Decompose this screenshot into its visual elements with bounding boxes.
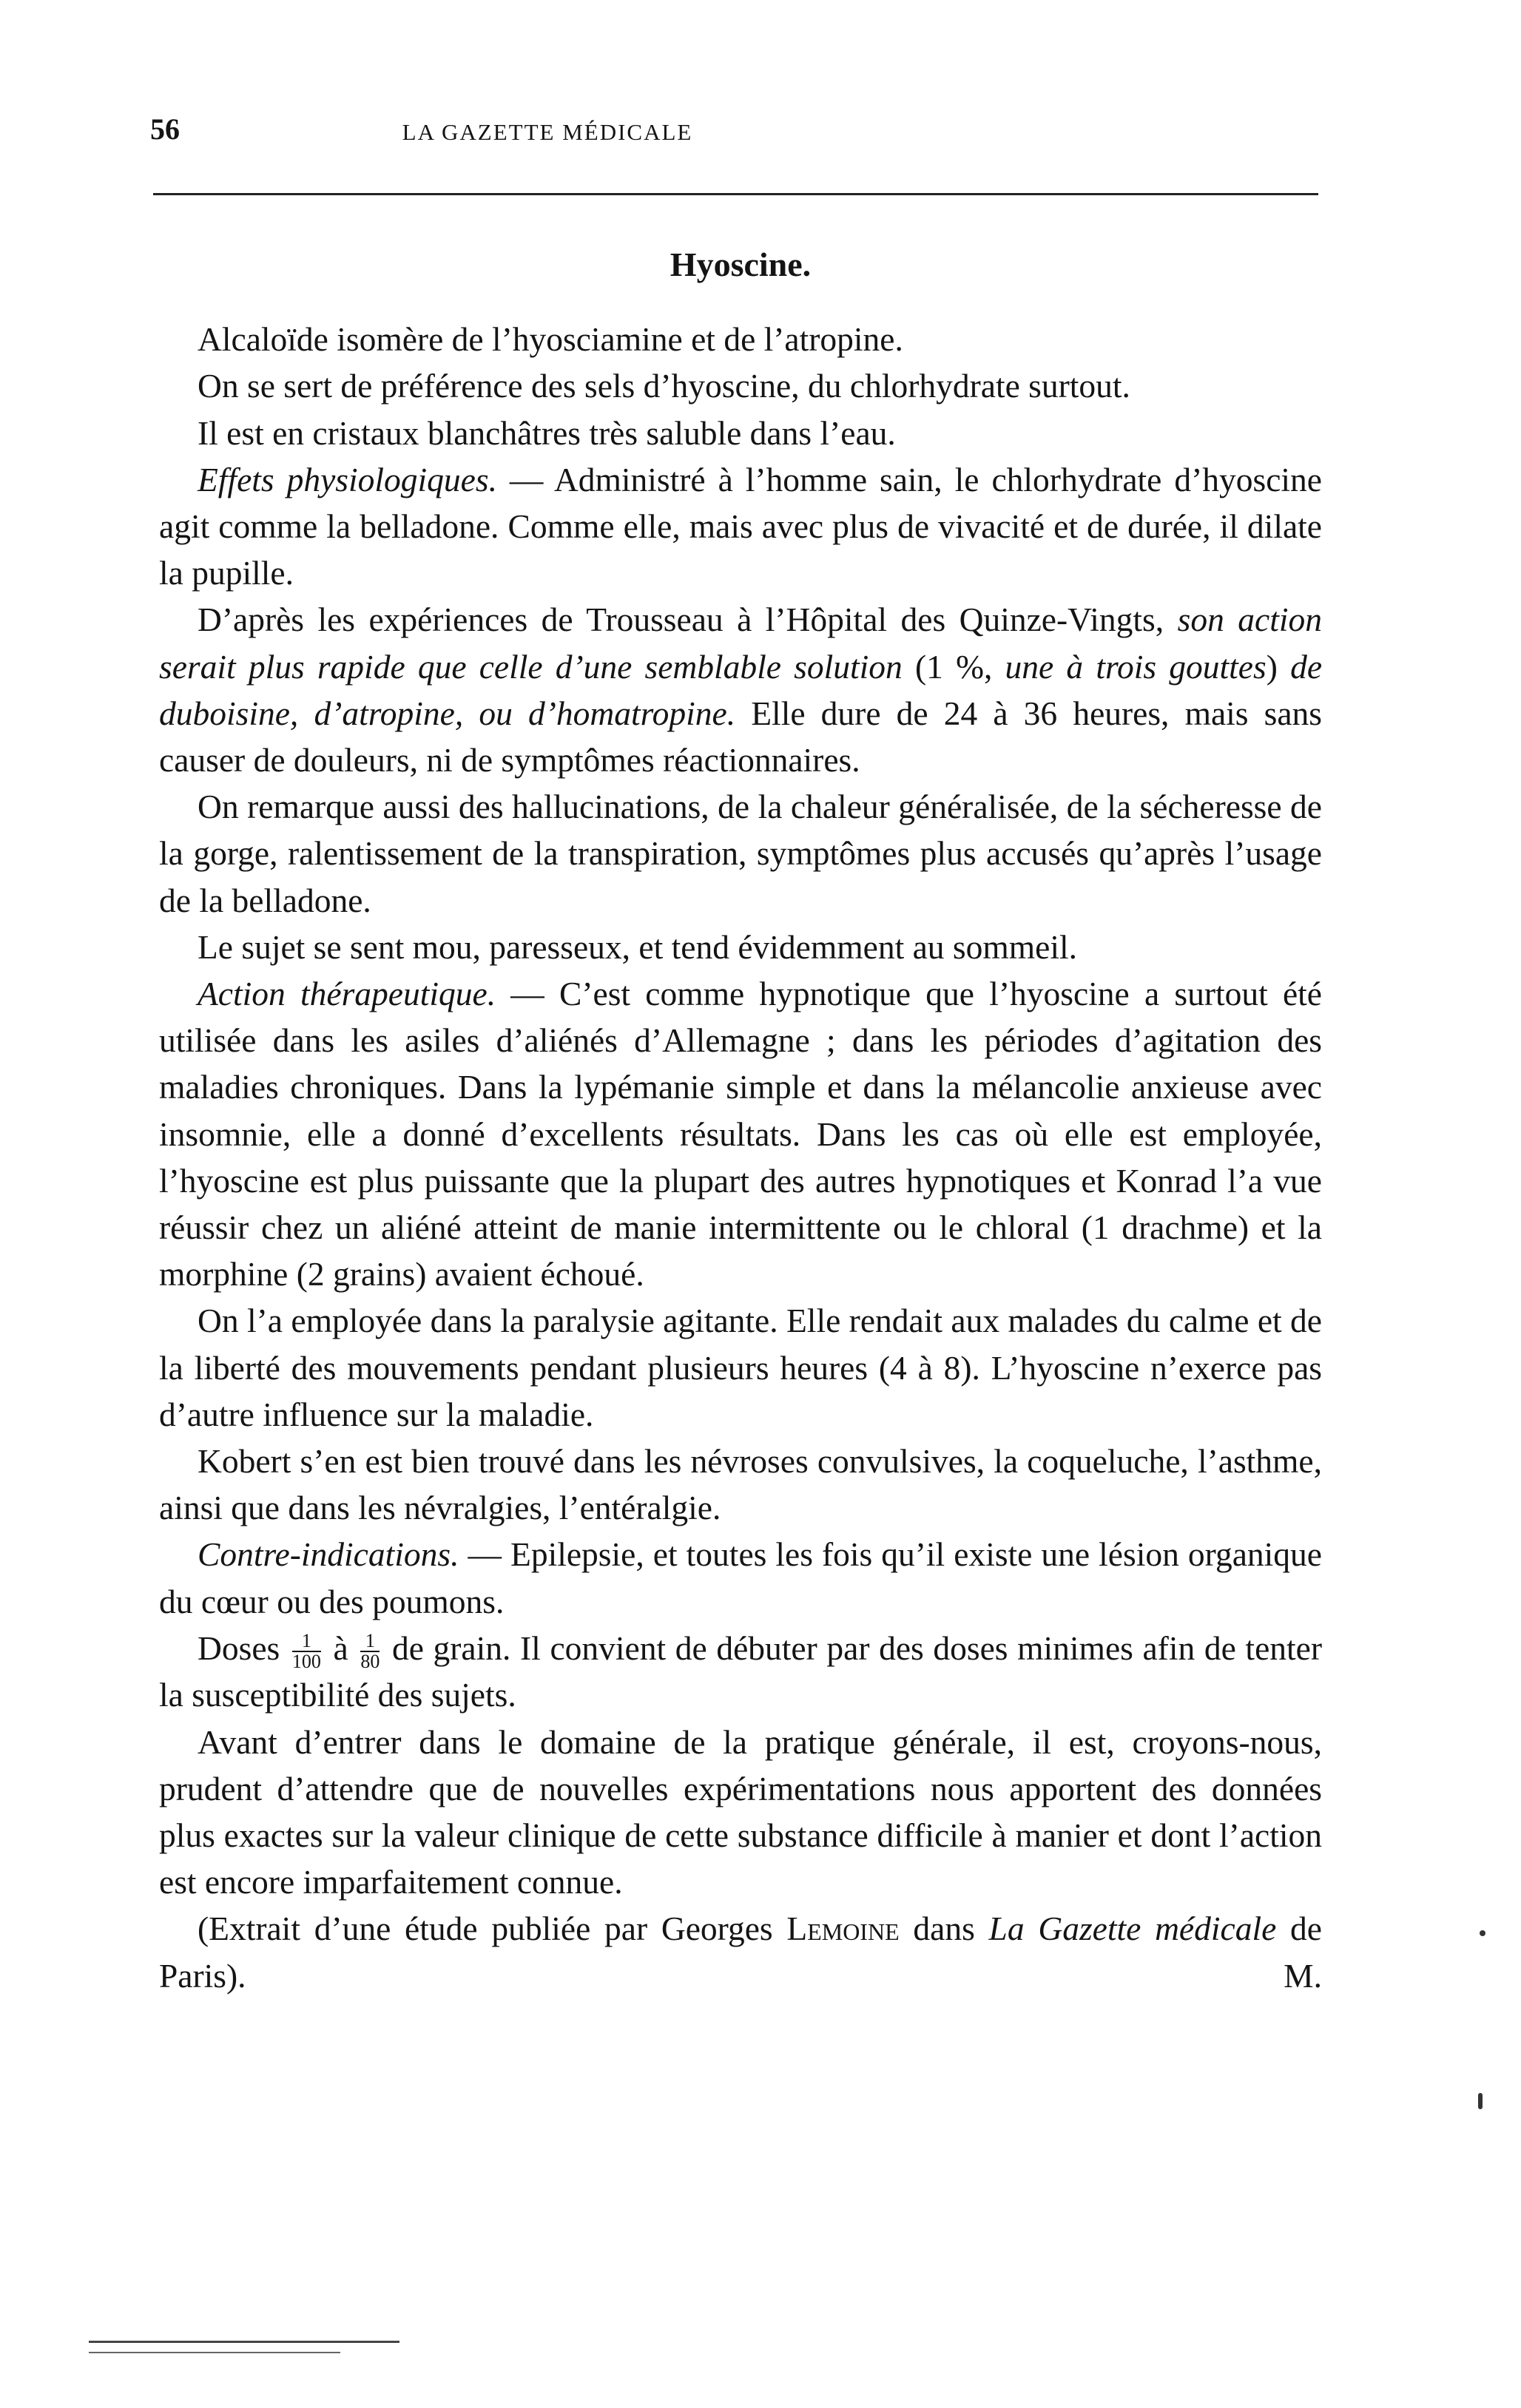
paragraph-sleep: Le sujet se sent mou, paresseux, et tend évidemment au sommeil. <box>198 927 1078 966</box>
paragraph-kobert: Kobert s’en est bien trouvé dans les névroses convulsives, la coqueluche, l’asthme, ainsi que dans les névralgies, l’entéralgie. <box>159 1442 1322 1527</box>
subheading-physiological-effects: Effets physiologiques. <box>198 460 497 498</box>
trousseau-intro: D’après les expériences de Trousseau à l’Hôpital des Quinze-Vingts, <box>198 601 1178 639</box>
paragraph-contraindications <box>159 1531 1322 1624</box>
dose-fraction-max <box>360 1631 380 1671</box>
paragraph-conclusion: Avant d’entrer dans le domaine de la pratique générale, il est, croyons-nous, prudent d’attendre que de nouvelles expérimentations nous apportent des données plus exactes sur la valeur clinique de cette substance difficile à manier et dont l’action est encore imparfaitement connue. <box>159 1722 1322 1901</box>
paragraph-crystals: Il est en cristaux blanchâtres très saluble dans l’eau. <box>198 413 896 452</box>
trousseau-paren-open: (1 %, <box>902 647 1005 686</box>
doses-label: Doses <box>198 1629 289 1667</box>
subheading-therapeutic-action: Action thérapeutique. <box>198 975 496 1013</box>
trousseau-italic-1: son action serait plus rapide que celle d’une semblable solution <box>159 601 1323 686</box>
physiological-effects-text: — Administré à l’homme sain, le chlorhydrate d’hyoscine agit comme la belladone. Comme elle, mais avec plus de vivacité et de durée, il dilate la pupille. <box>159 460 1322 592</box>
paragraph-physiological-effects <box>159 456 1322 597</box>
article-body <box>159 244 1322 1999</box>
therapeutic-action-text: — C’est comme hypnotique que l’hyoscine a surtout été utilisée dans les asiles d’aliénés d’Allemagne ; dans les périodes d’agitation des maladies chroniques. Dans la lypémanie simple et dans la mélancolie anxieuse avec insomnie, elle a donné d’excellents résultats. Dans les cas où elle est employée, l’hyoscine est plus puissante que la plupart des autres hypnotiques et Konrad l’a vue réussir chez un aliéné atteint de manie intermittente ou le chloral (1 drachme) et la morphine (2 grains) avaient échoué. <box>159 975 1322 1293</box>
bottom-rule-bottom <box>89 2352 340 2353</box>
paragraph-salts: On se sert de préférence des sels d’hyoscine, du chlorhydrate surtout. <box>198 367 1130 405</box>
margin-speck <box>1480 1930 1485 1936</box>
running-header: LA GAZETTE MÉDICALE <box>402 119 693 145</box>
margin-mark <box>1478 2093 1483 2109</box>
journal-name: La Gazette médicale <box>988 1910 1277 1948</box>
article-title: Hyoscine. <box>670 246 812 283</box>
subheading-contraindications: Contre-indications. <box>198 1535 459 1574</box>
dose-fraction-min <box>292 1631 321 1671</box>
signature: M. <box>1284 1956 1322 1995</box>
doses-connector: à <box>323 1629 358 1667</box>
dose-min-denominator: 100 <box>291 1651 321 1673</box>
bottom-rule-top <box>89 2341 399 2343</box>
doses-text: de grain. Il convient de débuter par des doses minimes afin de tenter la susceptibilité des sujets. <box>159 1629 1323 1714</box>
paragraph-doses <box>159 1625 1322 1719</box>
dose-max-numerator: 1 <box>365 1630 375 1652</box>
page-number: 56 <box>150 112 180 146</box>
paragraph-paralysis: On l’a employée dans la paralysie agitante. Elle rendait aux malades du calme et de la liberté des mouvements pendant plusieurs heures (4 à 8). L’hyoscine n’exerce pas d’autre influence sur la maladie. <box>159 1302 1322 1433</box>
paragraph-hallucinations: On remarque aussi des hallucinations, de la chaleur généralisée, de la sécheresse de la gorge, ralentissement de la transpiration, symptômes plus accusés qu’après l’usage de la belladone. <box>159 788 1322 919</box>
trousseau-paren-close: ) <box>1266 647 1291 686</box>
trousseau-duration: Elle dure de 24 à 36 heures, mais sans causer de douleurs, ni de symptômes réactionnaires. <box>159 694 1322 779</box>
dose-min-numerator: 1 <box>301 1630 311 1652</box>
contraindications-text: — Epilepsie, et toutes les fois qu’il existe une lésion organique du cœur ou des poumons. <box>159 1535 1322 1620</box>
dose-max-denominator: 80 <box>360 1651 380 1673</box>
paragraph-definition: Alcaloïde isomère de l’hyosciamine et de l’atropine. <box>198 320 903 359</box>
source-intro: (Extrait d’une étude publiée par Georges <box>198 1910 787 1948</box>
trousseau-italic-2: une à trois gouttes <box>1005 647 1267 686</box>
paragraph-trousseau <box>159 596 1322 783</box>
author-name: Lemoine <box>786 1910 900 1948</box>
source-end: de Paris). <box>159 1910 1323 1995</box>
paragraph-source <box>159 1905 1322 1998</box>
paragraph-therapeutic-action <box>159 970 1322 1297</box>
source-connector: dans <box>899 1910 989 1948</box>
trousseau-italic-3: de duboisine, d’atropine, ou d’homatropine. <box>159 647 1323 732</box>
header-rule <box>153 193 1318 195</box>
